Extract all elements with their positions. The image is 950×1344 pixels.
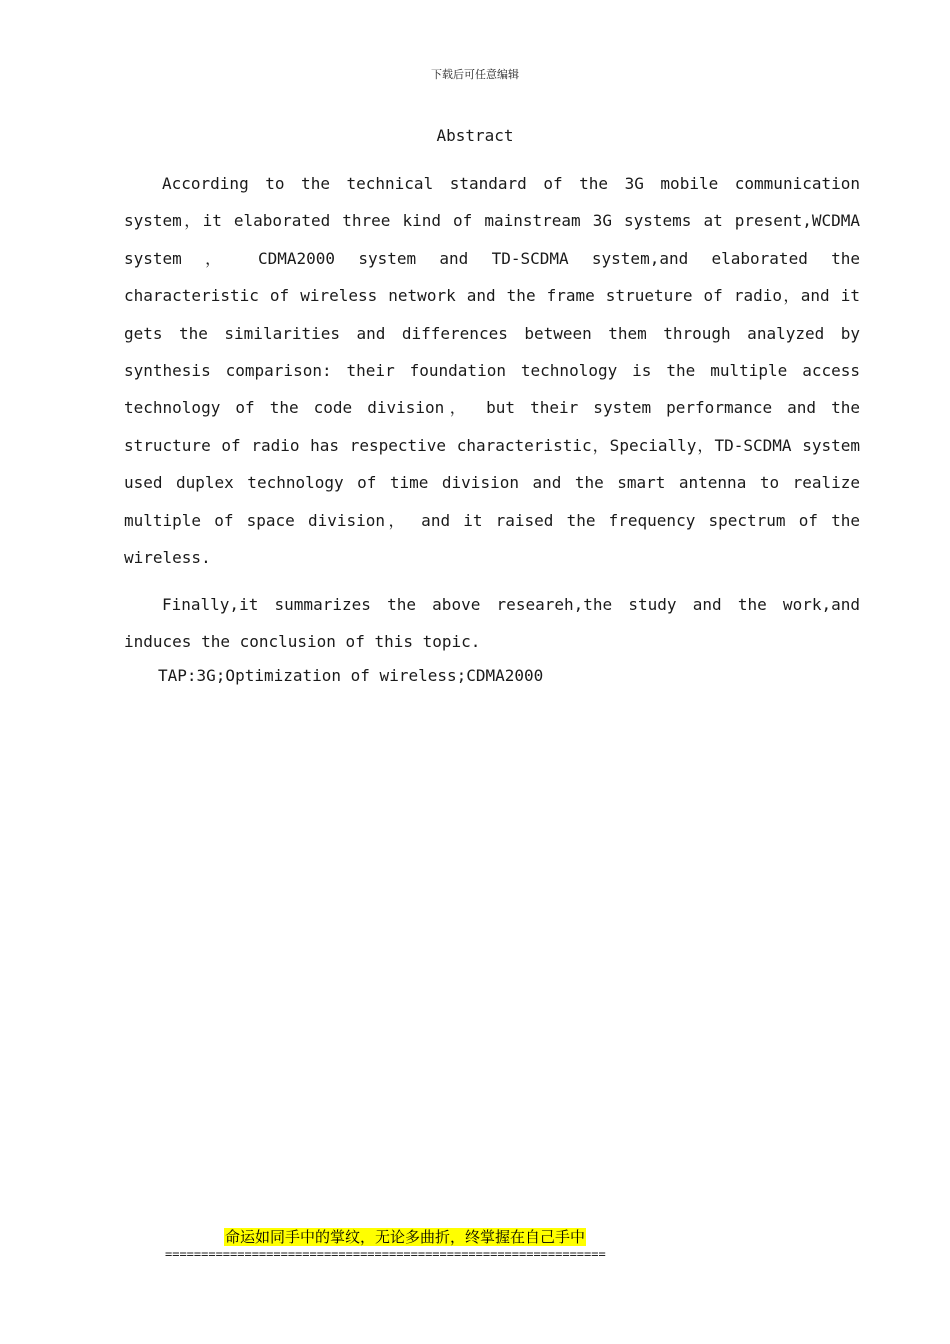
footer-quote: 命运如同手中的掌纹，无论多曲折，终掌握在自己手中 [225, 1228, 586, 1246]
keywords-line: TAP:3G;Optimization of wireless;CDMA2000 [158, 666, 544, 685]
abstract-paragraph-2: Finally,it summarizes the above researeh,the study and the work,and induces the conclusion of this topic. [124, 595, 860, 652]
footer-rule: ============================================================= [165, 1247, 606, 1261]
abstract-paragraph-1: According to the technical standard of the 3G mobile communication system，it elaborated three kind of mainstream 3G systems at present,WCDMA system ， CDMA2000 system and TD-SCDMA system,and elaborated the characteristic of wireless network and the frame strueture of radio，and it gets the similarities and differences between them through analyzed by synthesis comparison: their foundation technology is the multiple access technology of the code division， but their system performance and the structure of radio has respective characteristic，Specially，TD-SCDMA system used duplex technology of time division and the smart antenna to realize multiple of space division， and it raised the frequency spectrum of the wireless. [124, 174, 861, 568]
header-note: 下载后可任意编辑 [431, 68, 519, 81]
abstract-title: Abstract [436, 126, 514, 145]
